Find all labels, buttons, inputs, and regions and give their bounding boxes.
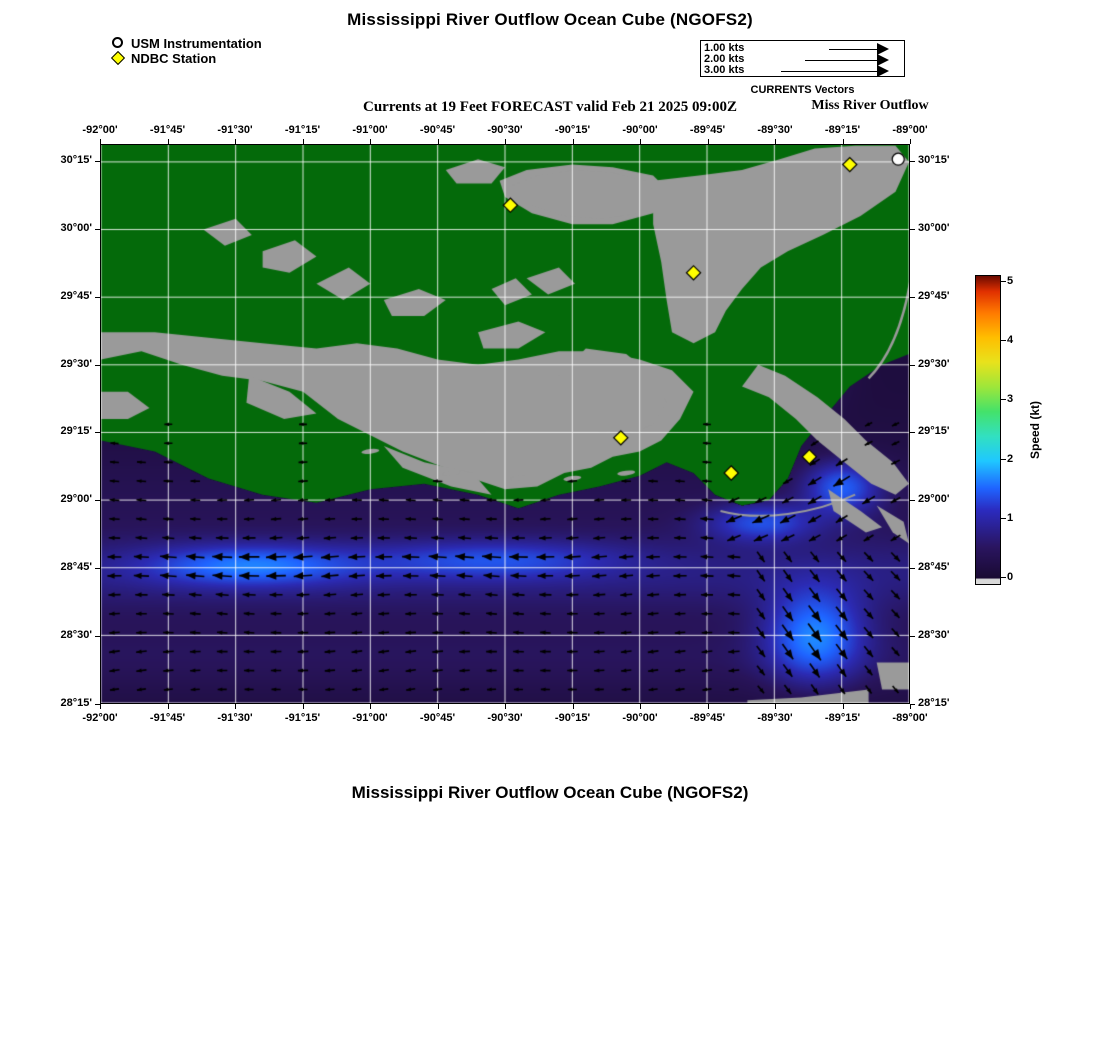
colorbar-tick-label: 1 bbox=[1007, 511, 1014, 524]
x-axis-label-bottom: -91°15' bbox=[284, 712, 321, 724]
x-axis-label-bottom: -89°00' bbox=[892, 712, 928, 724]
map-plot-area[interactable] bbox=[100, 144, 910, 704]
y-axis-label-right: 28°45' bbox=[918, 561, 950, 574]
x-axis-label-top: -91°15' bbox=[284, 124, 321, 136]
axis-tick bbox=[235, 704, 236, 709]
x-axis-label-top: -91°00' bbox=[352, 124, 388, 136]
x-axis-label-bottom: -90°15' bbox=[554, 712, 591, 724]
vector-key-label-2: 2.00 kts bbox=[704, 53, 745, 65]
axis-tick bbox=[910, 568, 915, 569]
vector-key-row-3 bbox=[701, 65, 906, 77]
colorbar-tick bbox=[1001, 459, 1006, 460]
axis-tick bbox=[168, 704, 169, 709]
chart-subtitle: Currents at 19 Feet FORECAST valid Feb 21 2025 09:00Z bbox=[362, 99, 738, 115]
axis-tick bbox=[708, 704, 709, 709]
diamond-icon bbox=[110, 51, 128, 66]
circle-open-icon bbox=[110, 36, 128, 51]
x-axis-label-top: -89°00' bbox=[892, 124, 928, 136]
axis-tick bbox=[438, 704, 439, 709]
y-axis-label-left: 30°15' bbox=[60, 153, 92, 166]
x-axis-label-bottom: -90°00' bbox=[622, 712, 658, 724]
axis-tick bbox=[100, 704, 101, 709]
x-axis-label-top: -89°15' bbox=[824, 124, 861, 136]
legend-item-ndbc bbox=[110, 51, 262, 66]
vector-key-label-3: 3.00 kts bbox=[704, 64, 745, 76]
colorbar-tick bbox=[1001, 340, 1006, 341]
axis-tick bbox=[573, 704, 574, 709]
colorbar-tick bbox=[1001, 577, 1006, 578]
axis-tick bbox=[775, 704, 776, 709]
x-axis-label-top: -90°00' bbox=[622, 124, 658, 136]
axis-tick bbox=[910, 229, 915, 230]
axis-tick bbox=[910, 704, 911, 709]
y-axis-label-left: 29°45' bbox=[60, 289, 92, 302]
colorbar-tick bbox=[1001, 281, 1006, 282]
vector-scale-key bbox=[700, 40, 905, 77]
y-axis-label-right: 28°30' bbox=[918, 629, 950, 642]
colorbar-tick-label: 4 bbox=[1007, 334, 1014, 347]
x-axis-label-bottom: -92°00' bbox=[82, 712, 118, 724]
axis-tick bbox=[910, 500, 915, 501]
x-axis-label-top: -91°30' bbox=[217, 124, 253, 136]
x-axis-label-top: -90°30' bbox=[487, 124, 523, 136]
colorbar-gradient bbox=[975, 275, 1001, 585]
y-axis-label-right: 29°30' bbox=[918, 357, 950, 370]
axis-tick bbox=[910, 297, 915, 298]
x-axis-label-bottom: -91°00' bbox=[352, 712, 388, 724]
x-axis-label-bottom: -89°30' bbox=[757, 712, 793, 724]
legend-item-usm bbox=[110, 36, 262, 51]
y-axis-label-right: 29°00' bbox=[918, 493, 950, 506]
x-axis-label-top: -92°00' bbox=[82, 124, 118, 136]
axis-tick bbox=[95, 704, 100, 705]
page-title: Mississippi River Outflow Ocean Cube (NGOFS2) bbox=[347, 10, 753, 29]
outflow-label: Miss River Outflow bbox=[811, 98, 929, 113]
y-axis-label-left: 30°00' bbox=[60, 221, 92, 234]
y-axis-label-left: 29°15' bbox=[60, 425, 92, 438]
arrow-head-icon bbox=[877, 65, 889, 77]
map-current-field bbox=[101, 145, 909, 703]
axis-tick bbox=[910, 161, 915, 162]
axis-tick bbox=[303, 704, 304, 709]
x-axis-label-bottom: -89°45' bbox=[689, 712, 726, 724]
y-axis-label-right: 29°45' bbox=[918, 289, 950, 302]
axis-tick bbox=[910, 432, 915, 433]
x-axis-label-bottom: -90°30' bbox=[487, 712, 523, 724]
y-axis-label-left: 28°45' bbox=[60, 561, 92, 574]
y-axis-label-right: 30°00' bbox=[918, 221, 950, 234]
axis-tick bbox=[505, 704, 506, 709]
y-axis-label-left: 28°15' bbox=[60, 697, 92, 709]
y-axis-label-right: 30°15' bbox=[918, 153, 950, 166]
axis-tick bbox=[910, 365, 915, 366]
x-axis-label-bottom: -90°45' bbox=[419, 712, 456, 724]
axis-tick bbox=[843, 704, 844, 709]
axis-tick bbox=[910, 139, 911, 144]
y-axis-label-left: 29°30' bbox=[60, 357, 92, 370]
y-axis-label-left: 28°30' bbox=[60, 629, 92, 642]
axis-tick bbox=[640, 704, 641, 709]
colorbar-tick bbox=[1001, 399, 1006, 400]
vector-key-label-1: 1.00 kts bbox=[704, 42, 745, 54]
map-legend bbox=[110, 36, 262, 66]
axis-tick bbox=[910, 704, 915, 705]
colorbar-tick-label: 0 bbox=[1007, 571, 1014, 583]
x-axis-label-top: -89°45' bbox=[689, 124, 726, 136]
x-axis-label-top: -89°30' bbox=[757, 124, 793, 136]
colorbar-tick-label: 3 bbox=[1007, 393, 1014, 406]
x-axis-label-bottom: -89°15' bbox=[824, 712, 861, 724]
colorbar-tick bbox=[1001, 518, 1006, 519]
axis-tick bbox=[370, 704, 371, 709]
x-axis-label-top: -90°45' bbox=[419, 124, 456, 136]
colorbar-tick-label: 5 bbox=[1007, 275, 1014, 287]
colorbar-tick-label: 2 bbox=[1007, 452, 1014, 465]
y-axis-label-right: 29°15' bbox=[918, 425, 950, 438]
colorbar-title: Speed (kt) bbox=[1028, 400, 1042, 460]
x-axis-label-bottom: -91°45' bbox=[149, 712, 186, 724]
vector-key-caption: CURRENTS Vectors bbox=[750, 84, 855, 96]
legend-label-ndbc: NDBC Station bbox=[131, 51, 217, 66]
legend-label-usm: USM Instrumentation bbox=[131, 36, 262, 51]
x-axis-label-top: -90°15' bbox=[554, 124, 591, 136]
footer-title: Mississippi River Outflow Ocean Cube (NGOFS2) bbox=[351, 783, 749, 802]
x-axis-label-top: -91°45' bbox=[149, 124, 186, 136]
y-axis-label-left: 29°00' bbox=[60, 493, 92, 506]
axis-tick bbox=[910, 636, 915, 637]
colorbar bbox=[975, 275, 1042, 585]
x-axis-label-bottom: -91°30' bbox=[217, 712, 253, 724]
y-axis-label-right: 28°15' bbox=[918, 697, 950, 709]
